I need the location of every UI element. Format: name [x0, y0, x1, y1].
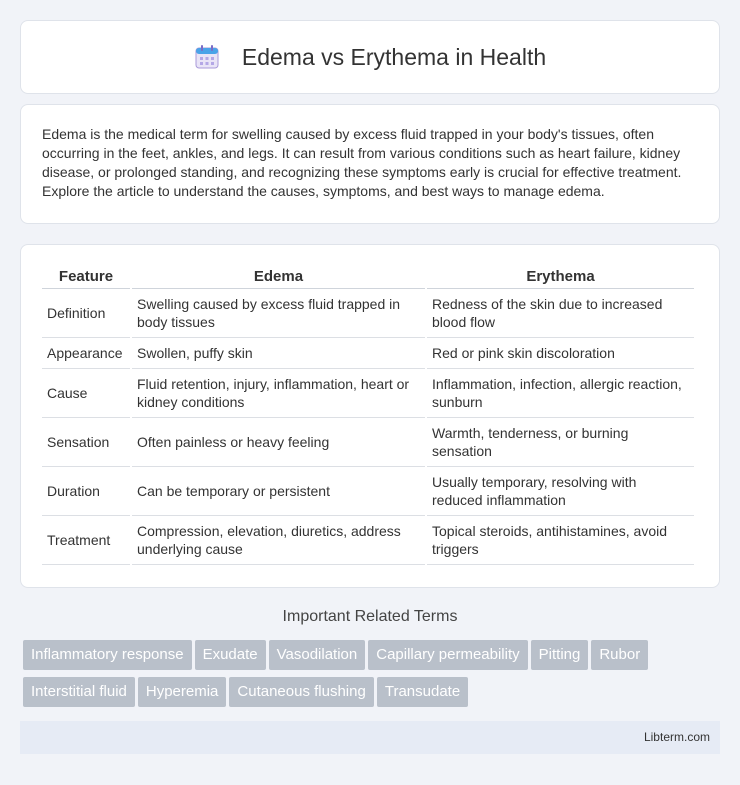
row-feature: Treatment: [42, 516, 130, 565]
row-feature: Appearance: [42, 338, 130, 369]
table-row: [42, 418, 694, 467]
row-erythema: Usually temporary, resolving with reduced inflammation: [427, 467, 694, 516]
row-edema: Often painless or heavy feeling: [132, 418, 425, 467]
footer-site-link[interactable]: Libterm.com: [643, 730, 710, 744]
tag-rubor[interactable]: Rubor: [591, 640, 648, 670]
row-edema: Swollen, puffy skin: [132, 338, 425, 369]
row-erythema: Topical steroids, antihistamines, avoid triggers: [427, 516, 694, 565]
row-erythema: Inflammation, infection, allergic reaction, sunburn: [427, 369, 694, 418]
tag-exudate[interactable]: Exudate: [195, 640, 266, 670]
page-title: Edema vs Erythema in Health: [241, 43, 547, 70]
intro-card: [20, 104, 720, 224]
comparison-table: [40, 265, 696, 565]
row-erythema: Red or pink skin discoloration: [427, 338, 694, 369]
row-erythema: Warmth, tenderness, or burning sensation: [427, 418, 694, 467]
table-row: [42, 369, 694, 418]
tag-hyperemia[interactable]: Hyperemia: [138, 677, 227, 707]
table-row: [42, 338, 694, 369]
row-feature: Duration: [42, 467, 130, 516]
row-feature: Definition: [42, 289, 130, 338]
table-row: [42, 516, 694, 565]
row-feature: Cause: [42, 369, 130, 418]
column-header-feature: Feature: [42, 265, 130, 289]
row-edema: Swelling caused by excess fluid trapped in body tissues: [132, 289, 425, 338]
tag-interstitial-fluid[interactable]: Interstitial fluid: [23, 677, 135, 707]
tag-capillary-permeability[interactable]: Capillary permeability: [368, 640, 527, 670]
header-card: [20, 20, 720, 94]
row-edema: Compression, elevation, diuretics, address underlying cause: [132, 516, 425, 565]
row-edema: Can be temporary or persistent: [132, 467, 425, 516]
tag-transudate[interactable]: Transudate: [377, 677, 468, 707]
row-feature: Sensation: [42, 418, 130, 467]
related-terms-list: [23, 640, 723, 714]
tag-cutaneous-flushing[interactable]: Cutaneous flushing: [229, 677, 373, 707]
table-row: [42, 467, 694, 516]
table-row: [42, 289, 694, 338]
row-edema: Fluid retention, injury, inflammation, heart or kidney conditions: [132, 369, 425, 418]
row-erythema: Redness of the skin due to increased blood flow: [427, 289, 694, 338]
intro-text: Edema is the medical term for swelling caused by excess fluid trapped in your body's tissues, often occurring in the feet, ankles, and legs. It can result from various conditions such as heart failure, kidney disease, or prolonged standing, and recognizing these symptoms early is crucial for effective treatment. Explore the article to understand the causes, symptoms, and best ways to manage edema.: [42, 126, 682, 199]
column-header-edema: Edema: [132, 265, 425, 289]
related-terms-title: Important Related Terms: [282, 608, 458, 625]
footer: [20, 721, 720, 754]
tag-pitting[interactable]: Pitting: [531, 640, 589, 670]
column-header-erythema: Erythema: [427, 265, 694, 289]
comparison-card: [20, 244, 720, 588]
table-header-row: [42, 265, 694, 289]
calendar-icon: [194, 44, 220, 70]
tag-vasodilation[interactable]: Vasodilation: [269, 640, 366, 670]
tag-inflammatory-response[interactable]: Inflammatory response: [23, 640, 192, 670]
